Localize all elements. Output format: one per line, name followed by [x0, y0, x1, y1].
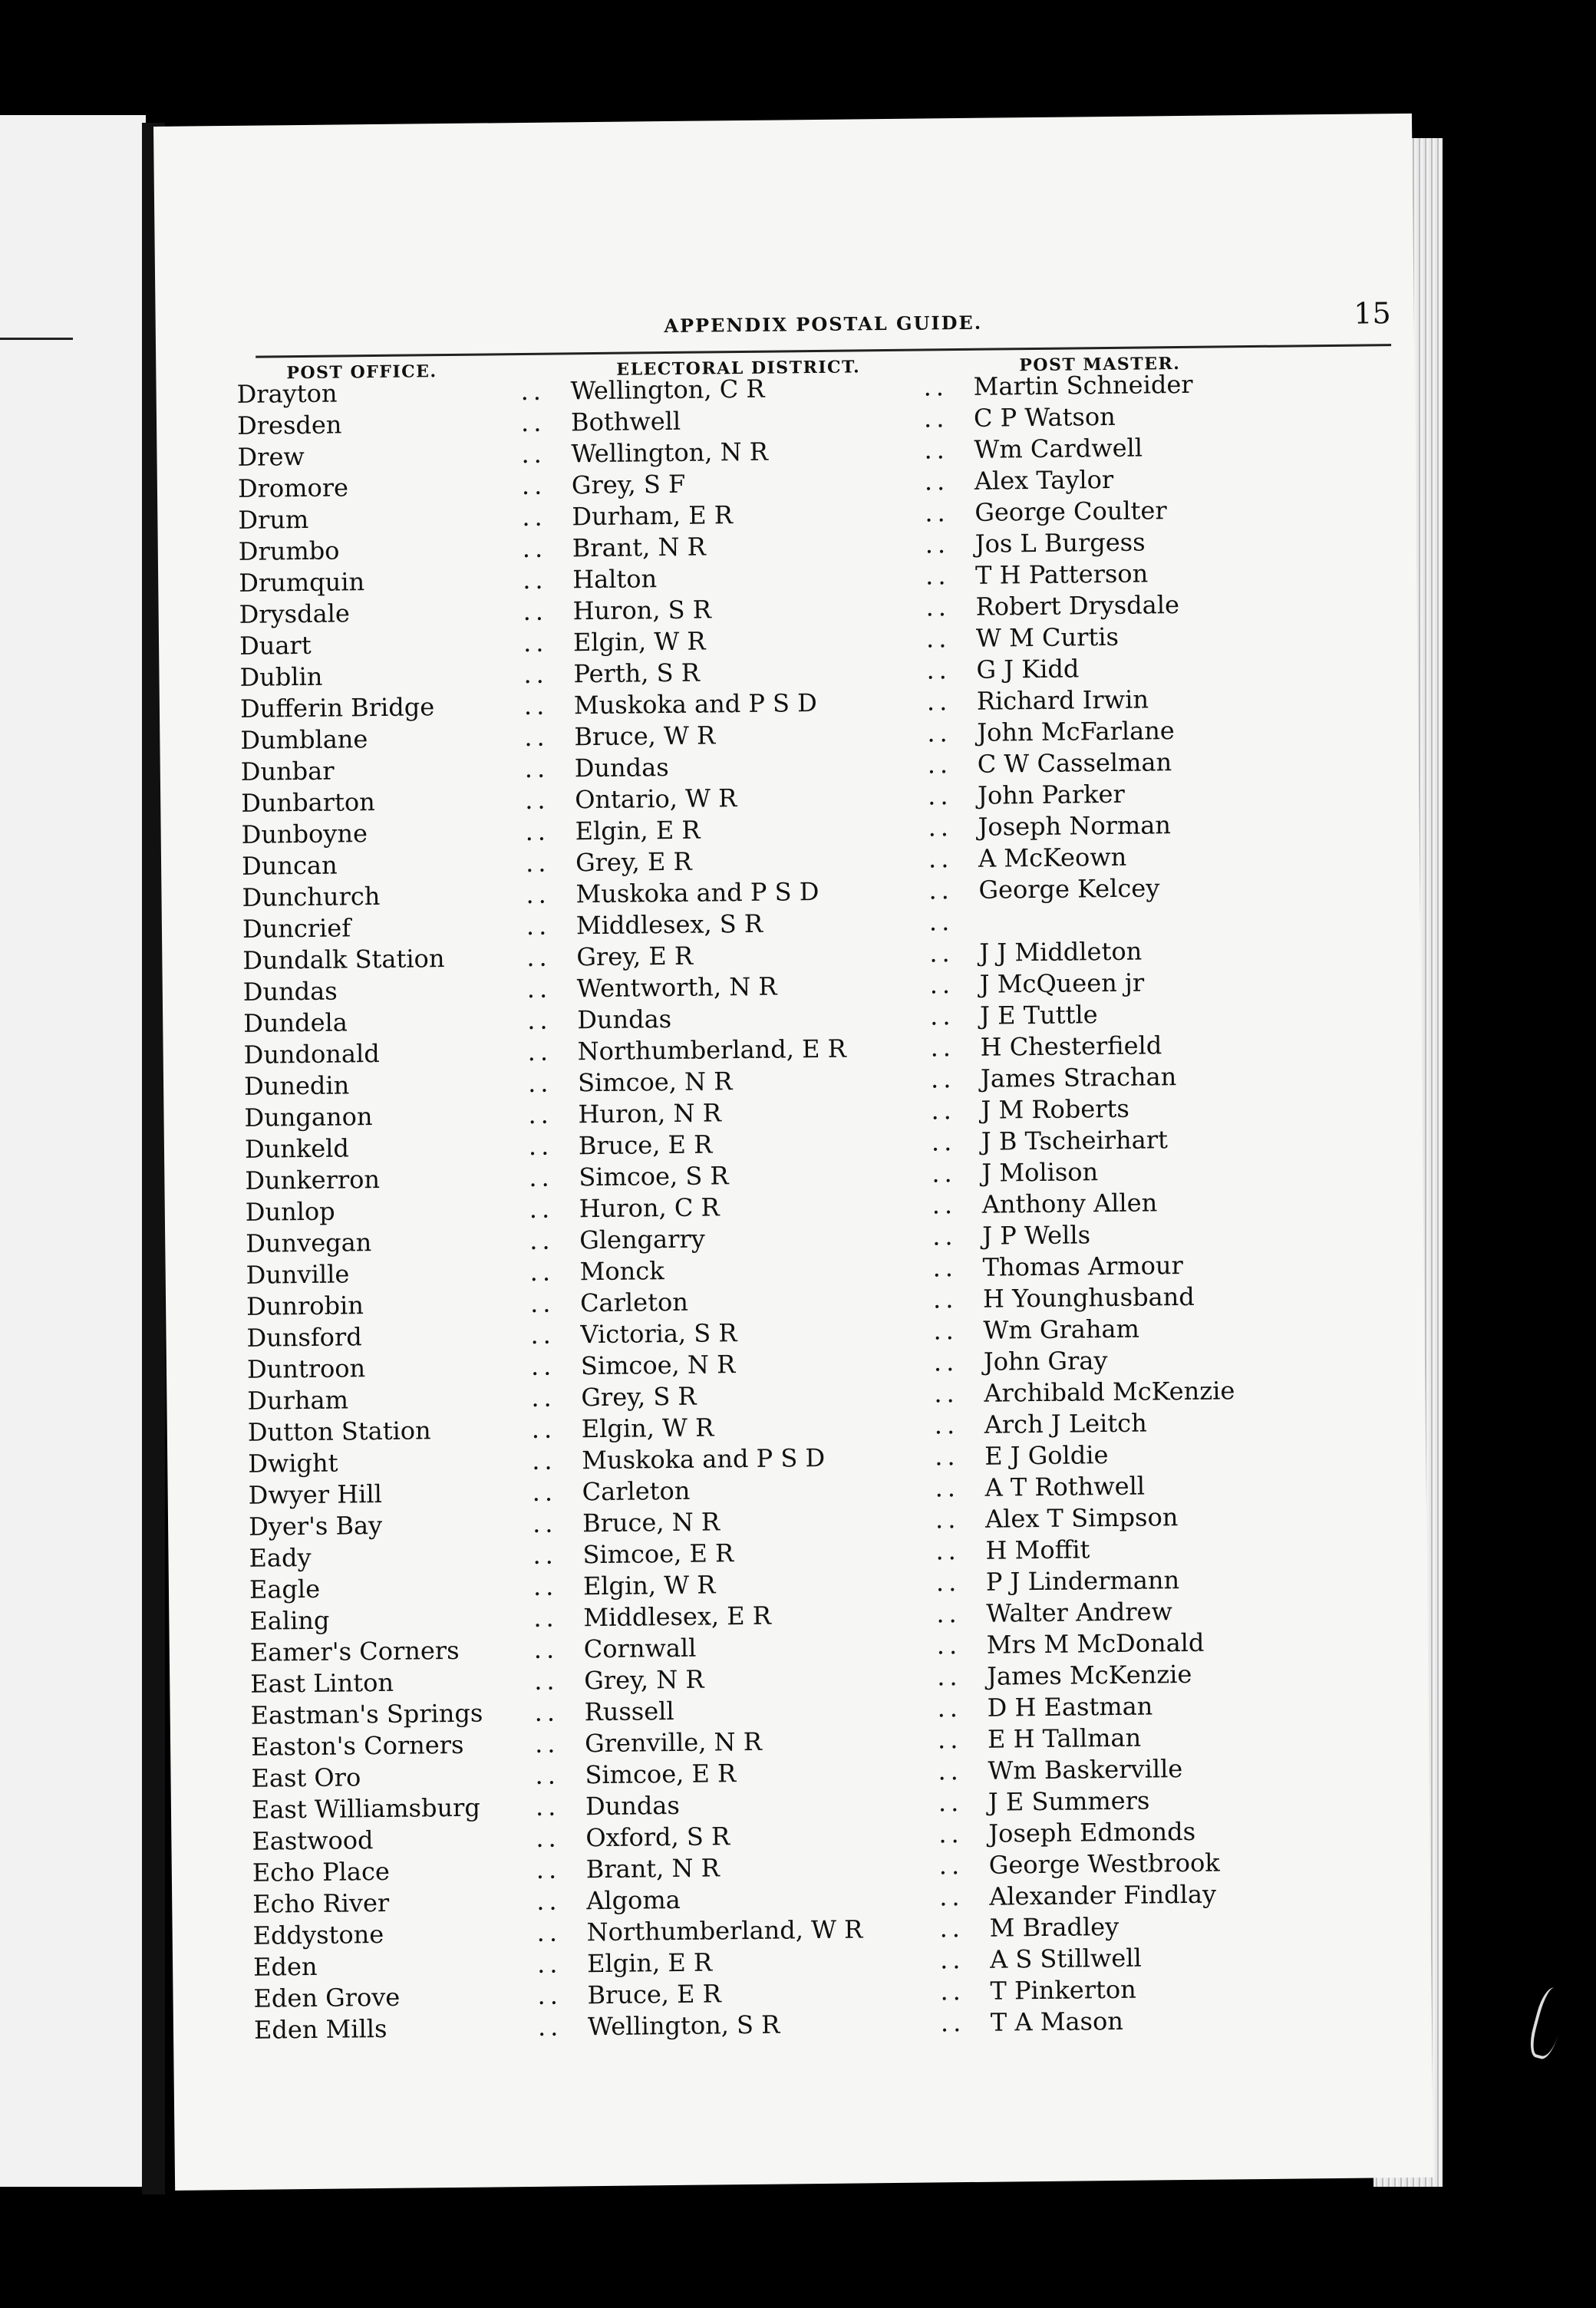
leader-dots: .. — [933, 1316, 959, 1346]
electoral-district: Northumberland, W R — [586, 1914, 863, 1947]
electoral-district: Durham, E R — [572, 500, 734, 532]
post-office-name: Eamer's Corners — [249, 1635, 460, 1667]
leader-dots: .. — [934, 1410, 960, 1440]
leader-dots: .. — [935, 1473, 961, 1503]
leader-dots: .. — [932, 1284, 958, 1314]
post-master-name: A T Rothwell — [984, 1471, 1146, 1502]
post-master-name: M Bradley — [989, 1911, 1120, 1943]
leader-dots: .. — [531, 1383, 556, 1413]
post-office-name: Drumbo — [238, 536, 340, 566]
post-office-name: Dunboyne — [241, 819, 368, 849]
post-master-name: Alex T Simpson — [984, 1502, 1179, 1534]
post-office-name: Durham — [247, 1385, 349, 1416]
post-master-name: Martin Schneider — [973, 369, 1193, 401]
post-office-name: Dwight — [248, 1448, 338, 1479]
electoral-district: Simcoe, E R — [582, 1538, 734, 1570]
leader-dots: .. — [523, 565, 548, 595]
leader-dots: .. — [533, 1634, 559, 1664]
leader-dots: .. — [932, 1159, 957, 1189]
electoral-district: Elgin, W R — [582, 1570, 716, 1601]
post-office-name: Dunganon — [244, 1102, 373, 1133]
electoral-district: Algoma — [586, 1884, 681, 1916]
leader-dots: .. — [523, 691, 549, 720]
leader-dots: .. — [529, 1257, 556, 1287]
electoral-district: Ontario, W R — [575, 783, 737, 815]
post-master-name: Wm Cardwell — [974, 433, 1143, 464]
leader-dots: .. — [923, 372, 949, 402]
leader-dots: .. — [929, 970, 955, 1000]
leader-dots: .. — [927, 750, 953, 780]
post-office-name: Drayton — [236, 378, 338, 409]
electoral-district: Carleton — [579, 1287, 689, 1318]
electoral-district: Grey, E R — [575, 846, 692, 878]
column-header-post-office: POST OFFICE. — [286, 361, 437, 384]
post-master-name: Thomas Armour — [982, 1251, 1183, 1282]
post-office-name: Duntroon — [246, 1353, 366, 1384]
facing-page — [0, 115, 146, 2187]
electoral-district: Wellington, C R — [570, 374, 765, 406]
leader-dots: .. — [526, 942, 552, 972]
leader-dots: .. — [923, 404, 949, 434]
leader-dots: .. — [534, 1697, 560, 1727]
post-office-name: Duncrief — [242, 913, 351, 944]
leader-dots: .. — [527, 1037, 553, 1067]
electoral-district: Perth, S R — [573, 658, 701, 689]
post-master-name: J B Tscheirhart — [981, 1125, 1169, 1156]
leader-dots: .. — [924, 467, 950, 496]
electoral-district: Middlesex, S R — [575, 908, 763, 941]
post-office-name: Dunville — [246, 1259, 350, 1290]
leader-dots: .. — [928, 813, 954, 842]
electoral-district: Huron, C R — [579, 1192, 720, 1224]
electoral-district: Huron, N R — [578, 1098, 721, 1129]
post-master-name: A S Stillwell — [989, 1943, 1142, 1974]
leader-dots: .. — [939, 1914, 965, 1944]
electoral-district: Middlesex, E R — [583, 1601, 772, 1633]
post-office-name: Dunrobin — [246, 1291, 364, 1321]
post-master-name: Joseph Norman — [978, 810, 1172, 842]
electoral-district: Grey, N R — [584, 1664, 704, 1696]
post-office-name: Dublin — [239, 661, 323, 692]
electoral-district: Simcoe, N R — [580, 1350, 736, 1381]
post-master-name: H Younghusband — [982, 1281, 1195, 1314]
post-master-name: Wm Baskerville — [988, 1754, 1183, 1785]
leader-dots: .. — [936, 1630, 962, 1660]
leader-dots: .. — [928, 875, 955, 905]
leader-dots: .. — [536, 1823, 561, 1853]
leader-dots: .. — [937, 1725, 963, 1755]
leader-dots: .. — [927, 718, 952, 748]
post-office-name: Eastwood — [252, 1825, 374, 1856]
leader-dots: .. — [933, 1347, 959, 1377]
post-office-name: Drew — [237, 441, 305, 472]
post-office-name: Eden Grove — [253, 1982, 401, 2013]
post-office-name: Drumquin — [239, 567, 365, 598]
electoral-district: Grenville, N R — [584, 1726, 763, 1759]
electoral-district: Grey, E R — [576, 941, 694, 972]
electoral-district: Cornwall — [583, 1633, 697, 1664]
leader-dots: .. — [925, 529, 951, 559]
leader-dots: .. — [530, 1320, 556, 1350]
post-master-name: G J Kidd — [976, 654, 1080, 684]
leader-dots: .. — [528, 1100, 554, 1129]
post-office-name: Dunbar — [240, 756, 335, 786]
post-master-name: Alexander Findlay — [989, 1879, 1217, 1911]
electoral-district: Bothwell — [570, 406, 681, 437]
leader-dots: .. — [926, 655, 952, 685]
leader-dots: .. — [938, 1851, 965, 1881]
post-master-name: D H Eastman — [987, 1691, 1153, 1723]
leader-dots: .. — [925, 592, 951, 622]
electoral-district: Bruce, E R — [578, 1129, 713, 1161]
leader-dots: .. — [520, 376, 546, 407]
post-master-name: J Molison — [981, 1157, 1099, 1188]
post-master-name: A McKeown — [978, 842, 1127, 873]
post-master-name: J E Summers — [988, 1785, 1150, 1817]
post-master-name: P J Lindermann — [985, 1565, 1180, 1597]
leader-dots: .. — [534, 1666, 559, 1696]
page-header — [255, 290, 1391, 358]
post-office-name: Drum — [238, 504, 309, 535]
post-master-name: Walter Andrew — [986, 1597, 1173, 1628]
leader-dots: .. — [930, 1064, 956, 1094]
post-master-name: George Coulter — [974, 496, 1167, 527]
post-office-name: East Linton — [250, 1667, 394, 1699]
leader-dots: .. — [521, 470, 547, 500]
leader-dots: .. — [535, 1792, 561, 1822]
leader-dots: .. — [533, 1571, 559, 1601]
post-master-name: C W Casselman — [977, 747, 1172, 779]
post-master-name: J M Roberts — [981, 1093, 1129, 1125]
post-master-name: W M Curtis — [975, 622, 1120, 653]
leader-dots: .. — [928, 907, 955, 937]
post-master-name: J McQueen jr — [979, 968, 1145, 999]
post-master-name: H Chesterfield — [980, 1030, 1162, 1062]
post-master-name: Jos L Burgess — [974, 527, 1146, 559]
electoral-district: Muskoka and P S D — [573, 687, 818, 720]
leader-dots: .. — [525, 816, 551, 846]
post-office-name: Eden Mills — [253, 2013, 387, 2045]
leader-dots: .. — [936, 1599, 961, 1629]
post-master-name: Joseph Edmonds — [988, 1816, 1196, 1848]
post-office-name: Dundonald — [243, 1038, 380, 1070]
post-office-name: Dunedin — [243, 1070, 350, 1101]
leader-dots: .. — [529, 1194, 555, 1224]
post-office-name: Echo Place — [252, 1856, 391, 1888]
post-office-name: Dunkeld — [244, 1133, 350, 1164]
post-office-name: Dunkerron — [245, 1164, 381, 1195]
post-master-name: James McKenzie — [987, 1659, 1192, 1691]
post-office-name: Easton's Corners — [250, 1729, 464, 1762]
electoral-district: Elgin, E R — [586, 1947, 713, 1979]
post-master-name: Alex Taylor — [974, 464, 1114, 496]
electoral-district: Russell — [584, 1696, 674, 1727]
leader-dots: .. — [523, 596, 549, 626]
leader-dots: .. — [536, 1949, 562, 1979]
post-office-name: Duncan — [241, 850, 338, 881]
leader-dots: .. — [940, 1977, 966, 2006]
leader-dots: .. — [536, 1855, 562, 1884]
post-office-name: Dromore — [237, 473, 349, 503]
leader-dots: .. — [938, 1788, 964, 1818]
leader-dots: .. — [537, 2012, 563, 2042]
post-office-name: East Oro — [251, 1762, 361, 1793]
post-office-name: Dundas — [242, 976, 338, 1007]
post-master-name: C P Watson — [973, 401, 1116, 433]
post-master-name: E H Tallman — [987, 1723, 1142, 1754]
electoral-district: Grey, S R — [581, 1381, 697, 1413]
post-office-name: Dumblane — [240, 724, 368, 755]
post-master-name: T Pinkerton — [990, 1974, 1136, 2006]
electoral-district: Grey, S F — [571, 469, 686, 500]
electoral-district: Bruce, E R — [587, 1979, 721, 2010]
leader-dots: .. — [524, 753, 550, 783]
post-master-name: J J Middleton — [979, 936, 1143, 968]
electoral-district: Elgin, W R — [581, 1413, 714, 1444]
electoral-district: Dundas — [574, 753, 669, 783]
leader-dots: .. — [930, 1033, 956, 1063]
leader-dots: .. — [931, 1127, 957, 1157]
post-office-name: Eagle — [249, 1574, 321, 1604]
post-master-name: T H Patterson — [974, 559, 1149, 590]
leader-dots: .. — [928, 844, 954, 874]
post-office-name: Eden — [252, 1951, 318, 1982]
column-header-electoral-district: ELECTORAL DISTRICT. — [616, 357, 861, 380]
post-master-name: H Moffit — [985, 1535, 1090, 1565]
post-office-name: Eddystone — [252, 1919, 384, 1950]
leader-dots: .. — [925, 624, 951, 654]
book-page — [153, 114, 1433, 2191]
post-master-name: Richard Irwin — [976, 684, 1149, 716]
leader-dots: .. — [935, 1442, 960, 1472]
electoral-district: Bruce, N R — [582, 1507, 721, 1538]
leader-dots: .. — [938, 1756, 964, 1786]
leader-dots: .. — [520, 407, 546, 438]
leader-dots: .. — [531, 1414, 557, 1444]
leader-dots: .. — [529, 1225, 555, 1255]
leader-dots: .. — [939, 1882, 965, 1912]
post-office-name: Dunbarton — [241, 787, 375, 818]
post-office-name: Dundalk Station — [242, 944, 445, 975]
electoral-district: Wellington, S R — [587, 2010, 780, 2042]
electoral-district: Monck — [579, 1256, 664, 1287]
electoral-district: Bruce, W R — [574, 720, 716, 752]
post-master-name: E J Goldie — [984, 1440, 1109, 1471]
electoral-district: Wentworth, N R — [576, 971, 777, 1004]
electoral-district: Muskoka and P S D — [575, 876, 819, 909]
leader-dots: .. — [532, 1508, 558, 1538]
leader-dots: .. — [929, 1001, 955, 1031]
pencil-mark — [1525, 1985, 1569, 2062]
leader-dots: .. — [526, 911, 552, 941]
electoral-district: Carleton — [582, 1475, 691, 1507]
leader-dots: .. — [527, 1005, 552, 1035]
running-title: APPENDIX POSTAL GUIDE. — [664, 311, 983, 338]
leader-dots: .. — [528, 1131, 554, 1161]
leader-dots: .. — [534, 1729, 560, 1759]
leader-dots: .. — [523, 659, 549, 689]
leader-dots: .. — [532, 1446, 557, 1475]
leader-dots: .. — [927, 781, 953, 811]
post-master-name: John McFarlane — [977, 716, 1175, 747]
post-office-name: Dyer's Bay — [248, 1510, 383, 1541]
leader-dots: .. — [526, 974, 552, 1004]
post-master-name: Archibald McKenzie — [984, 1376, 1235, 1408]
leader-dots: .. — [526, 879, 552, 909]
post-office-name: Drysdale — [239, 598, 351, 629]
leader-dots: .. — [937, 1693, 963, 1723]
electoral-district: Elgin, W R — [572, 626, 706, 658]
leader-dots: .. — [533, 1603, 559, 1633]
leader-dots: .. — [937, 1662, 962, 1692]
leader-dots: .. — [522, 502, 547, 532]
post-master-name: Arch J Leitch — [984, 1408, 1147, 1439]
electoral-district: Oxford, S R — [585, 1822, 730, 1853]
leader-dots: .. — [935, 1536, 961, 1566]
leader-dots: .. — [935, 1505, 961, 1535]
leader-dots: .. — [530, 1351, 556, 1381]
electoral-district: Dundas — [585, 1790, 681, 1822]
post-office-name: Dwyer Hill — [248, 1479, 383, 1510]
post-office-name: Dufferin Bridge — [239, 692, 435, 724]
leader-dots: .. — [932, 1222, 958, 1251]
post-office-name: Dutton Station — [247, 1416, 431, 1447]
post-office-name: Echo River — [252, 1888, 390, 1919]
leader-dots: .. — [939, 1945, 965, 1975]
post-master-name: John Gray — [983, 1346, 1108, 1377]
column-header-post-master: POST MASTER. — [1019, 354, 1181, 376]
leader-dots: .. — [527, 1068, 553, 1098]
leader-dots: .. — [525, 785, 550, 815]
post-master-name: Mrs M McDonald — [986, 1627, 1205, 1660]
electoral-district: Brant, N R — [572, 532, 706, 563]
post-master-name: Wm Graham — [983, 1314, 1140, 1345]
post-master-name: George Westbrook — [988, 1848, 1220, 1880]
post-office-name: Dunsford — [246, 1322, 362, 1353]
leader-dots: .. — [522, 533, 548, 563]
post-office-name: Dunlop — [245, 1196, 335, 1227]
leader-dots: .. — [940, 2008, 966, 2038]
post-master-name: James Strachan — [980, 1062, 1177, 1093]
electoral-district: Dundas — [577, 1004, 672, 1035]
leader-dots: .. — [533, 1540, 559, 1570]
post-office-list — [236, 367, 1405, 2046]
leader-dots: .. — [925, 498, 950, 528]
electoral-district: Northumberland, E R — [577, 1034, 846, 1067]
leader-dots: .. — [932, 1253, 958, 1283]
page-number: 15 — [1354, 296, 1391, 331]
post-office-name: Dunvegan — [246, 1228, 372, 1258]
post-office-name: Dresden — [236, 410, 342, 440]
leader-dots: .. — [532, 1477, 558, 1507]
leader-dots: .. — [535, 1760, 561, 1790]
post-master-name: George Kelcey — [978, 873, 1160, 905]
electoral-district: Brant, N R — [585, 1853, 720, 1884]
leader-dots: .. — [536, 1886, 562, 1916]
leader-dots: .. — [525, 848, 551, 878]
leader-dots: .. — [523, 628, 549, 658]
leader-dots: .. — [931, 1096, 957, 1126]
post-office-name: Ealing — [249, 1605, 330, 1636]
leader-dots: .. — [934, 1379, 959, 1409]
electoral-district: Victoria, S R — [580, 1318, 737, 1350]
post-office-name: Dundela — [243, 1007, 348, 1038]
leader-dots: .. — [938, 1819, 964, 1849]
post-office-name: East Williamsburg — [251, 1792, 481, 1825]
electoral-district: Simcoe, E R — [585, 1759, 737, 1790]
post-master-name: J E Tuttle — [979, 1000, 1098, 1030]
electoral-district: Halton — [572, 564, 658, 595]
electoral-district: Wellington, N R — [571, 437, 769, 469]
electoral-district: Elgin, E R — [575, 815, 701, 846]
electoral-district: Muskoka and P S D — [582, 1442, 826, 1475]
post-master-name: T A Mason — [990, 2006, 1124, 2037]
electoral-district: Huron, S R — [572, 595, 712, 626]
post-master-name: John Parker — [977, 779, 1125, 810]
leader-dots: .. — [932, 1190, 958, 1220]
leader-dots: .. — [935, 1568, 961, 1597]
electoral-district: Glengarry — [579, 1224, 705, 1255]
post-office-name: Eady — [249, 1542, 312, 1573]
post-office-name: Dunchurch — [242, 881, 381, 912]
leader-dots: .. — [929, 938, 955, 968]
electoral-district: Simcoe, N R — [577, 1067, 733, 1098]
leader-dots: .. — [536, 1917, 562, 1947]
leader-dots: .. — [926, 687, 952, 717]
electoral-district: Simcoe, S R — [579, 1161, 729, 1192]
leader-dots: .. — [529, 1288, 556, 1318]
leader-dots: .. — [524, 722, 549, 752]
leader-dots: .. — [537, 1980, 563, 2010]
post-office-name: Eastman's Springs — [250, 1698, 483, 1730]
leader-dots: .. — [521, 439, 547, 470]
post-master-name: J P Wells — [982, 1220, 1091, 1251]
post-master-name: Anthony Allen — [981, 1188, 1158, 1219]
leader-dots: .. — [925, 561, 951, 591]
facing-page-rule — [0, 338, 73, 340]
post-master-name: Robert Drysdale — [975, 590, 1180, 622]
leader-dots: .. — [924, 435, 950, 465]
post-office-name: Duart — [239, 630, 312, 661]
leader-dots: .. — [529, 1162, 554, 1192]
